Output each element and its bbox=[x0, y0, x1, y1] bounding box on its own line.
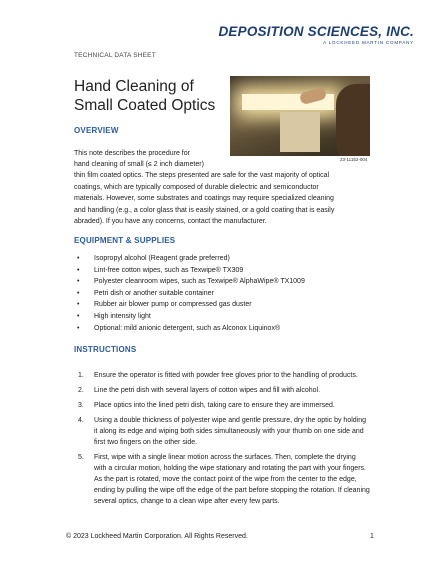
title-line-2: Small Coated Optics bbox=[74, 97, 216, 114]
photo-person bbox=[336, 84, 370, 156]
overview-line: thin film coated optics. The steps presented are safe for the vast majority of optical bbox=[74, 172, 330, 179]
list-item bbox=[74, 385, 370, 396]
list-item-text: Lint-free cotton wipes, such as Texwipe® TX309 bbox=[94, 266, 244, 274]
step-text: Using a double thickness of polyester wipe and gentle pressure, dry the optic by holding it along its edge and wiping both sides simultaneously with your thumb on one side and first two fingers on the other side. bbox=[94, 417, 366, 446]
overview-heading: OVERVIEW bbox=[74, 126, 119, 135]
list-item bbox=[74, 323, 305, 335]
list-item-text: Isopropyl alcohol (Reagent grade preferred) bbox=[94, 255, 230, 262]
list-item bbox=[74, 276, 305, 288]
company-logo bbox=[218, 24, 414, 45]
overview-line: abraded). If you have any concerns, contact the manufacturer. bbox=[74, 218, 267, 225]
overview-line: materials. However, some substrates and coatings may require specialized cleaning bbox=[74, 195, 334, 202]
step-number: 1. bbox=[78, 372, 84, 379]
copyright-footer: © 2023 Lockheed Martin Corporation. All Rights Reserved. bbox=[66, 533, 248, 540]
document-type: TECHNICAL DATA SHEET bbox=[74, 52, 156, 59]
list-item-text: High intensity light bbox=[94, 312, 151, 320]
bullet-marker: • bbox=[77, 255, 80, 262]
overview-line: hand cleaning of small (≤ 2 inch diameter) bbox=[74, 161, 204, 168]
instructions-heading: INSTRUCTIONS bbox=[74, 345, 137, 354]
list-item bbox=[74, 265, 305, 277]
list-item bbox=[74, 415, 370, 448]
equipment-heading: EQUIPMENT & SUPPLIES bbox=[74, 236, 176, 245]
step-text: Line the petri dish with several layers of cotton wipes and fill with alcohol. bbox=[94, 387, 321, 394]
title-line-1: Hand Cleaning of bbox=[74, 78, 194, 95]
list-item-text: Optional: mild anionic detergent, such as Alconox Liquinox® bbox=[94, 324, 281, 332]
cleaning-photo bbox=[230, 76, 370, 156]
bullet-marker: • bbox=[77, 301, 80, 309]
list-item bbox=[74, 311, 305, 323]
list-item bbox=[74, 370, 370, 381]
page-title bbox=[74, 77, 224, 115]
bullet-marker: • bbox=[77, 312, 80, 320]
step-text: Place optics into the lined petri dish, taking care to ensure they are immersed. bbox=[94, 402, 335, 409]
overview-line: and handling (e.g., a color glass that is easily stained, or a gold coating that is easily bbox=[74, 206, 335, 214]
step-number: 2. bbox=[78, 387, 84, 394]
list-item-text: Rubber air blower pump or compressed gas duster bbox=[94, 301, 252, 309]
list-item bbox=[74, 253, 305, 265]
bullet-marker: • bbox=[77, 289, 80, 297]
photo-panel bbox=[280, 112, 320, 152]
logo-tagline: A LOCKHEED MARTIN COMPANY bbox=[323, 40, 414, 45]
equipment-list bbox=[74, 253, 305, 334]
list-item bbox=[74, 400, 370, 411]
photo-caption: 23-11152-004 bbox=[340, 157, 368, 162]
step-text: First, wipe with a single linear motion across the surfaces. Then, complete the drying with a circular motion, holding the wipe stationary and rotating the part with your fingers. As the part is rotated, move the contact point of the wipe from the center to the edge, ending by pulling the wipe off the edge of the part before stopping the rotation. If cleaning several optics, change to a clean wipe after every few parts. bbox=[94, 454, 370, 505]
step-number: 5. bbox=[78, 454, 84, 461]
bullet-marker: • bbox=[77, 266, 80, 274]
step-number: 4. bbox=[78, 417, 84, 424]
logo-wordmark: DEPOSITION SCIENCES, INC. bbox=[218, 24, 414, 39]
page-number: 1 bbox=[370, 533, 374, 540]
overview-line: coatings, which are typically composed of durable dielectric and semiconductor bbox=[74, 183, 319, 191]
list-item bbox=[74, 288, 305, 300]
list-item bbox=[74, 299, 305, 311]
list-item-text: Petri dish or another suitable container bbox=[94, 289, 214, 297]
step-text: Ensure the operator is fitted with powder free gloves prior to the handling of products. bbox=[94, 372, 358, 379]
bullet-marker: • bbox=[77, 278, 80, 286]
list-item bbox=[74, 452, 370, 507]
step-number: 3. bbox=[78, 402, 84, 409]
overview-line: This note describes the procedure for bbox=[74, 150, 190, 157]
list-item-text: Polyester cleanroom wipes, such as Texwipe® AlphaWipe® TX1009 bbox=[94, 278, 305, 286]
instructions-list bbox=[74, 370, 370, 511]
bullet-marker: • bbox=[77, 324, 80, 332]
